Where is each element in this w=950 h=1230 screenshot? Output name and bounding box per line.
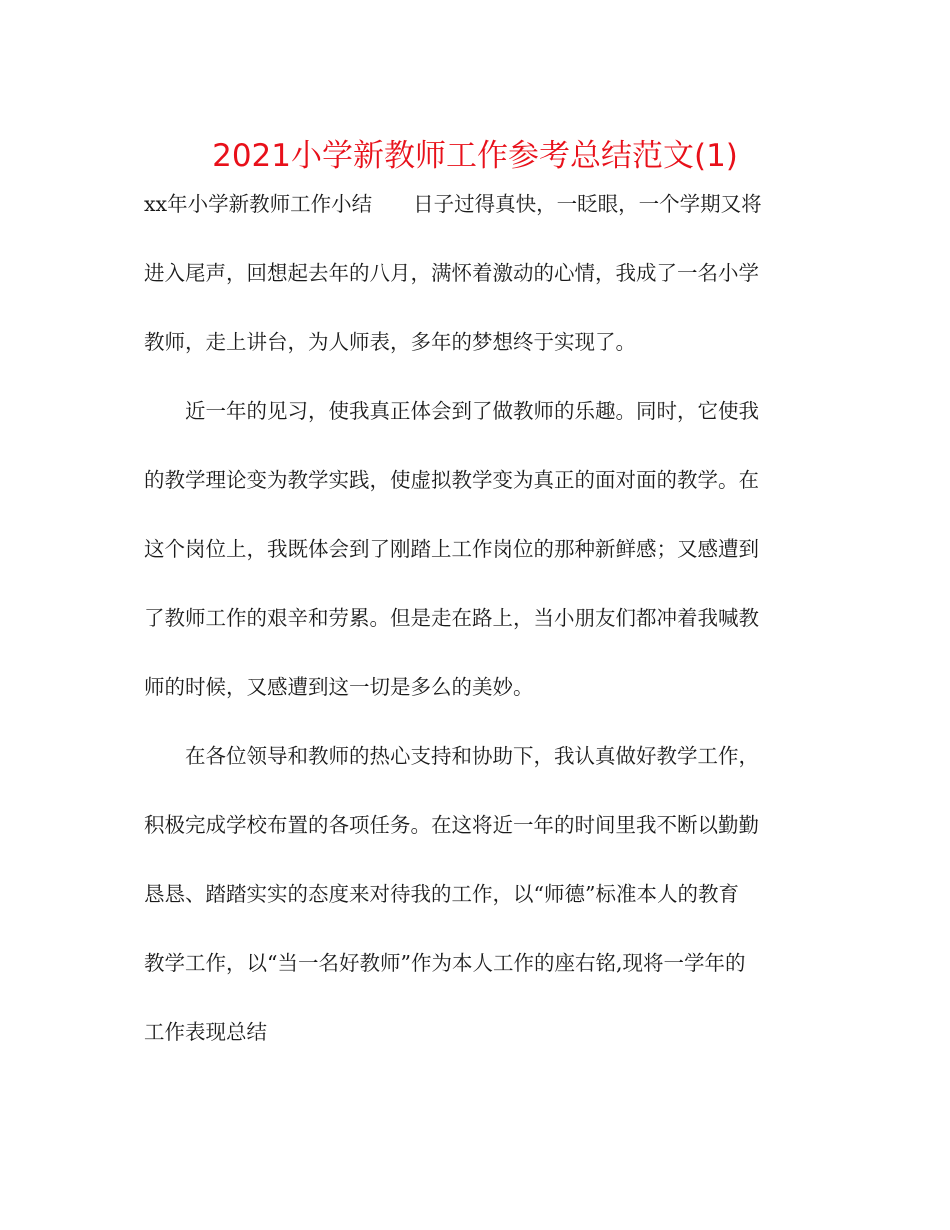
paragraph-line: 近一年的见习，使我真正体会到了做教师的乐趣。同时，它使我 <box>185 399 759 423</box>
paragraph-line: 的教学理论变为教学实践，使虚拟教学变为真正的面对面的教学。在 <box>144 468 759 492</box>
paragraph-line: 教师，走上讲台，为人师表，多年的梦想终于实现了。 <box>144 330 636 354</box>
paragraph-line: 积极完成学校布置的各项任务。在这将近一年的时间里我不断以勤勤 <box>144 813 759 837</box>
paragraph-line: 进入尾声，回想起去年的八月，满怀着激动的心情，我成了一名小学 <box>144 261 759 285</box>
paragraph-line: 工作表现总结 <box>144 1020 267 1044</box>
paragraph-line: 了教师工作的艰辛和劳累。但是走在路上，当小朋友们都冲着我喊教 <box>144 606 759 630</box>
paragraph-line: 师的时候，又感遭到这一切是多么的美妙。 <box>144 675 534 699</box>
paragraph-line: 恳恳、踏踏实实的态度来对待我的工作，以“师德”标准本人的教育 <box>144 882 739 906</box>
paragraph-line: 这个岗位上，我既体会到了刚踏上工作岗位的那种新鲜感；又感遭到 <box>144 537 759 561</box>
paragraph-line: 教学工作，以“当一名好教师”作为本人工作的座右铭,现将一学年的 <box>144 951 746 975</box>
document-title: 2021小学新教师工作参考总结范文(1) <box>212 138 738 174</box>
paragraph-line: xx年小学新教师工作小结 日子过得真快，一眨眼，一个学期又将 <box>144 192 762 216</box>
paragraph-line: 在各位领导和教师的热心支持和协助下，我认真做好教学工作， <box>185 744 759 768</box>
